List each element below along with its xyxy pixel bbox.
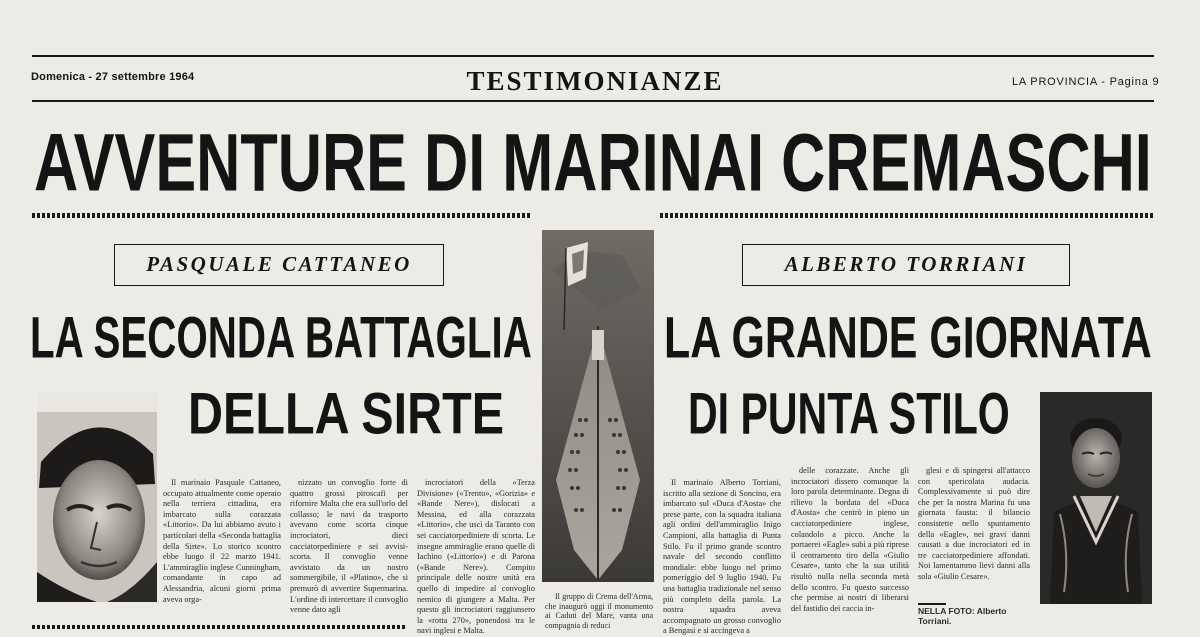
- right-col2-text: delle corazzate. Anche gli incrociatori dissero comunque la loro parola determinante. Degna di rilievo la bordata del «Duca d'Aosta» che centrò in pieno un cacciatorpediniere inglese, colandolo a picco. Anche la portaerei «Eagle» subì a più riprese il centramento tiro della «Giulio Cesare», tanto che la sua utilità risultò nulla nella seconda metà dello scontro. Fu questo successo che permise ai nostri di liberarsi del fastidio dei caccia in-: [791, 466, 909, 613]
- issue-date: Domenica - 27 settembre 1964: [31, 71, 195, 83]
- top-rule: [32, 55, 1154, 57]
- right-story-column-1: [663, 478, 781, 636]
- section-title: TESTIMONIANZE: [466, 66, 724, 96]
- left-headline-line2: DELLA SIRTE: [188, 379, 505, 447]
- right-story-column-3: [918, 466, 1030, 606]
- right-col3-text: glesi e di spingersi all'attacco con spericolata audacia. Complessivamente si può dire che per la nostra Marina fu una giornata fausta: il bilancio consistette nello spuntamento della «Eagle», nei gravi danni causati a due incrociatori ed in tre cacciatorpediniere affondati. Noi lamentammo lievi danni alla sola «Giulio Cesare».: [918, 466, 1030, 581]
- right-col1-text: Il marinaio Alberto Torriani, iscritto alla sezione di Soncino, era imbarcato sul «Duca d'Aosta» che prese parte, con la squadra italiana agli ordini dell'ammiraglio Inigo Campioni, alla battaglia di Punta Stilo. Fu il primo grande scontro navale del secondo conflitto mondiale: ebbe luogo nel primo pomeriggio del 9 luglio 1940. Fu una battaglia tradizionale nel senso più completo della parola. La nostra squadra aveva accompagnato un grosso convoglio a Bengasi e si accingeva a: [663, 478, 781, 636]
- left-col3-text: incrociatori della «Terza Divisione» («Trento», «Gorizia» e «Bande Nere»), dislocati a Messina, ed alla corazzata «Littorio», che uscì da Taranto con sei cacciatorpediniere di scorta. Le insegne ammiraglie erano quelle di Iachino («Littorio») e di Parona («Bande Nere»). Compito principale delle nostre unità era quello di impedire al convoglio nemico di giungere a Malta. Per questo gli incrociatori raggiunsero la «rotta 270», ponendosi tra le navi inglesi e Malta.: [417, 478, 535, 636]
- left-story-column-3: [417, 478, 535, 636]
- paper-name: LA PROVINCIA - Pagina 9: [1012, 76, 1160, 88]
- right-headline-line1: LA GRANDE GIORNATA: [664, 303, 1152, 371]
- left-story-column-2: [290, 478, 408, 615]
- center-caption-text: Il gruppo di Crema dell'Arma, che inaugurò oggi il monumento ai Caduti del Mare, vanta una compagnia di reduci: [545, 592, 653, 630]
- right-story-column-2: [791, 466, 909, 613]
- right-author-box: ALBERTO TORRIANI: [742, 244, 1070, 286]
- left-headline-line1: LA SECONDA BATTAGLIA: [30, 303, 532, 371]
- left-col2-text: nizzato un convoglio forte di quattro grossi piroscafi per rifornire Malta che era sull'orlo del collasso; le navi da trasporto avevano come scorta cinque incrociatori, dieci cacciatorpediniere e sei avvisi-scorta. Il convoglio venne avvistato da un nostro sommergibile, il «Platino», che si premurò di avvertire Supermarina. L'ordine di intercettare il convoglio venne dato agli: [290, 478, 408, 615]
- left-col1-text: Il marinaio Pasquale Cattaneo, occupato attualmente come operaio nella terriera cittadina, era imbarcato sulla corazzata «Littorio». Da lui abbiamo avuto i particolari della «Seconda battaglia della Sirte». Lo storico scontro ebbe luogo il 22 marzo 1941. L'ammiraglio inglese Cunningham, comandante in capo ad Alessandria, alcuni giorni prima aveva orga-: [163, 478, 281, 604]
- photo-caption-rule: [918, 603, 946, 605]
- right-headline-line2: DI PUNTA STILO: [688, 379, 1010, 447]
- masthead-title: AVVENTURE DI MARINAI CREMASCHI: [34, 116, 1152, 209]
- left-author-box: PASQUALE CATTANEO: [114, 244, 444, 286]
- left-dotted-rule: [32, 213, 532, 218]
- right-photo-caption: NELLA FOTO: Alberto Torriani.: [918, 606, 1007, 626]
- bottom-dotted-rule: [32, 625, 407, 629]
- left-story-column-1: [163, 478, 281, 602]
- center-photo-caption: [545, 592, 653, 630]
- warship-deck-photo: [542, 230, 654, 582]
- cattaneo-portrait-photo: [37, 392, 157, 602]
- right-dotted-rule: [660, 213, 1154, 218]
- torriani-portrait-photo: [1040, 392, 1152, 604]
- header-rule: [32, 100, 1154, 102]
